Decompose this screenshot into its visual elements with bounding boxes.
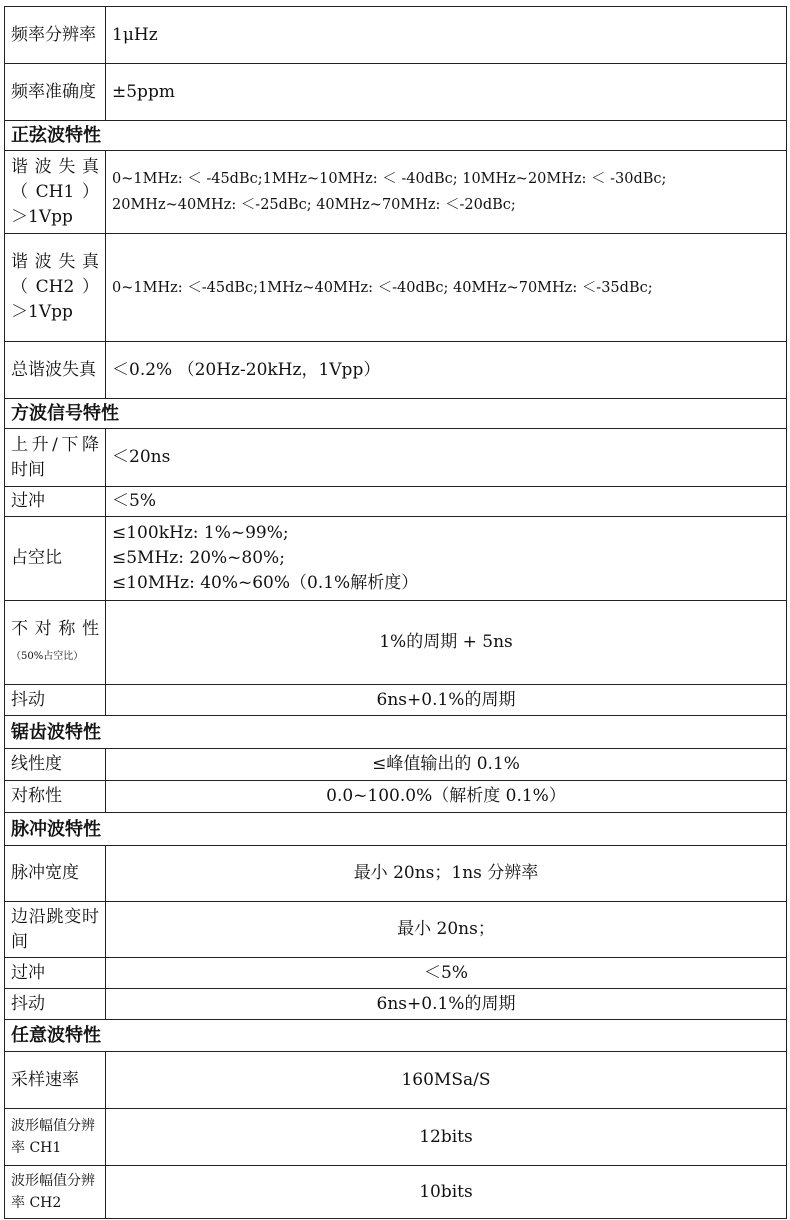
row-label: 脉冲宽度 [5, 846, 106, 902]
table-row [5, 429, 787, 487]
table-row [5, 234, 787, 342]
row-value: 12bits [106, 1109, 787, 1166]
section-row [5, 121, 787, 151]
row-value: ≤峰值输出的 0.1% [106, 749, 787, 781]
section-heading: 正弦波特性 [5, 121, 787, 151]
row-label-text: 不对称性 [11, 618, 99, 639]
row-value: ＜5% [106, 958, 787, 989]
row-label: 过冲 [5, 958, 106, 989]
table-row [5, 902, 787, 958]
spec-table [4, 6, 787, 1219]
row-label: 线性度 [5, 749, 106, 781]
row-value [106, 517, 787, 601]
row-label [5, 601, 106, 685]
table-row [5, 1109, 787, 1166]
row-value: 6ns+0.1%的周期 [106, 685, 787, 716]
value-line: 0~1MHz: ＜ -45dBc;1MHz~10MHz: ＜ -40dBc; 10MHz~20MHz: ＜ -30dBc; [112, 171, 667, 187]
table-row [5, 781, 787, 813]
row-label: 波形幅值分辨率 CH1 [5, 1109, 106, 1166]
table-row [5, 685, 787, 716]
row-value [106, 151, 787, 234]
table-row [5, 7, 787, 64]
section-heading: 任意波特性 [5, 1020, 787, 1052]
row-value: 6ns+0.1%的周期 [106, 989, 787, 1020]
row-label-note: （50%占空比） [11, 650, 84, 662]
table-row [5, 958, 787, 989]
table-row [5, 64, 787, 121]
value-line: 20MHz~40MHz: ＜-25dBc; 40MHz~70MHz: ＜-20dBc; [112, 197, 516, 213]
section-row [5, 1020, 787, 1052]
section-heading: 方波信号特性 [5, 399, 787, 429]
value-line: ≤5MHz: 20%~80%; [112, 548, 285, 568]
table-row [5, 1166, 787, 1219]
row-label: 对称性 [5, 781, 106, 813]
section-row [5, 716, 787, 749]
row-label: 总谐波失真 [5, 342, 106, 399]
row-value: ±5ppm [106, 64, 787, 121]
row-value: ＜0.2% （20Hz-20kHz，1Vpp） [106, 342, 787, 399]
section-heading: 锯齿波特性 [5, 716, 787, 749]
row-label: 上升/下降时间 [5, 429, 106, 487]
row-value: 10bits [106, 1166, 787, 1219]
row-value: 160MSa/S [106, 1052, 787, 1109]
row-label: 谐波失真（CH1）＞1Vpp [5, 151, 106, 234]
row-value: 0.0~100.0%（解析度 0.1%） [106, 781, 787, 813]
section-heading: 脉冲波特性 [5, 813, 787, 846]
row-label: 占空比 [5, 517, 106, 601]
table-row [5, 342, 787, 399]
table-row [5, 601, 787, 685]
row-label: 波形幅值分辨率 CH2 [5, 1166, 106, 1219]
table-row [5, 1052, 787, 1109]
row-value: 1μHz [106, 7, 787, 64]
row-value: 0~1MHz: ＜-45dBc;1MHz~40MHz: ＜-40dBc; 40MHz~70MHz: ＜-35dBc; [106, 234, 787, 342]
value-line: ≤10MHz: 40%~60%（0.1%解析度） [112, 573, 419, 593]
table-row [5, 517, 787, 601]
section-row [5, 813, 787, 846]
table-row [5, 989, 787, 1020]
row-label: 边沿跳变时间 [5, 902, 106, 958]
row-label: 频率分辨率 [5, 7, 106, 64]
table-row [5, 151, 787, 234]
row-label: 采样速率 [5, 1052, 106, 1109]
row-label: 过冲 [5, 487, 106, 517]
row-value: 最小 20ns； [106, 902, 787, 958]
row-value: ＜5% [106, 487, 787, 517]
table-row [5, 487, 787, 517]
row-value: 最小 20ns；1ns 分辨率 [106, 846, 787, 902]
row-label: 抖动 [5, 989, 106, 1020]
row-label: 频率准确度 [5, 64, 106, 121]
row-value: 1%的周期 + 5ns [106, 601, 787, 685]
row-label: 谐波失真（CH2）＞1Vpp [5, 234, 106, 342]
value-line: ≤100kHz: 1%~99%; [112, 523, 289, 543]
row-label: 抖动 [5, 685, 106, 716]
table-row [5, 846, 787, 902]
row-value: ＜20ns [106, 429, 787, 487]
section-row [5, 399, 787, 429]
table-row [5, 749, 787, 781]
